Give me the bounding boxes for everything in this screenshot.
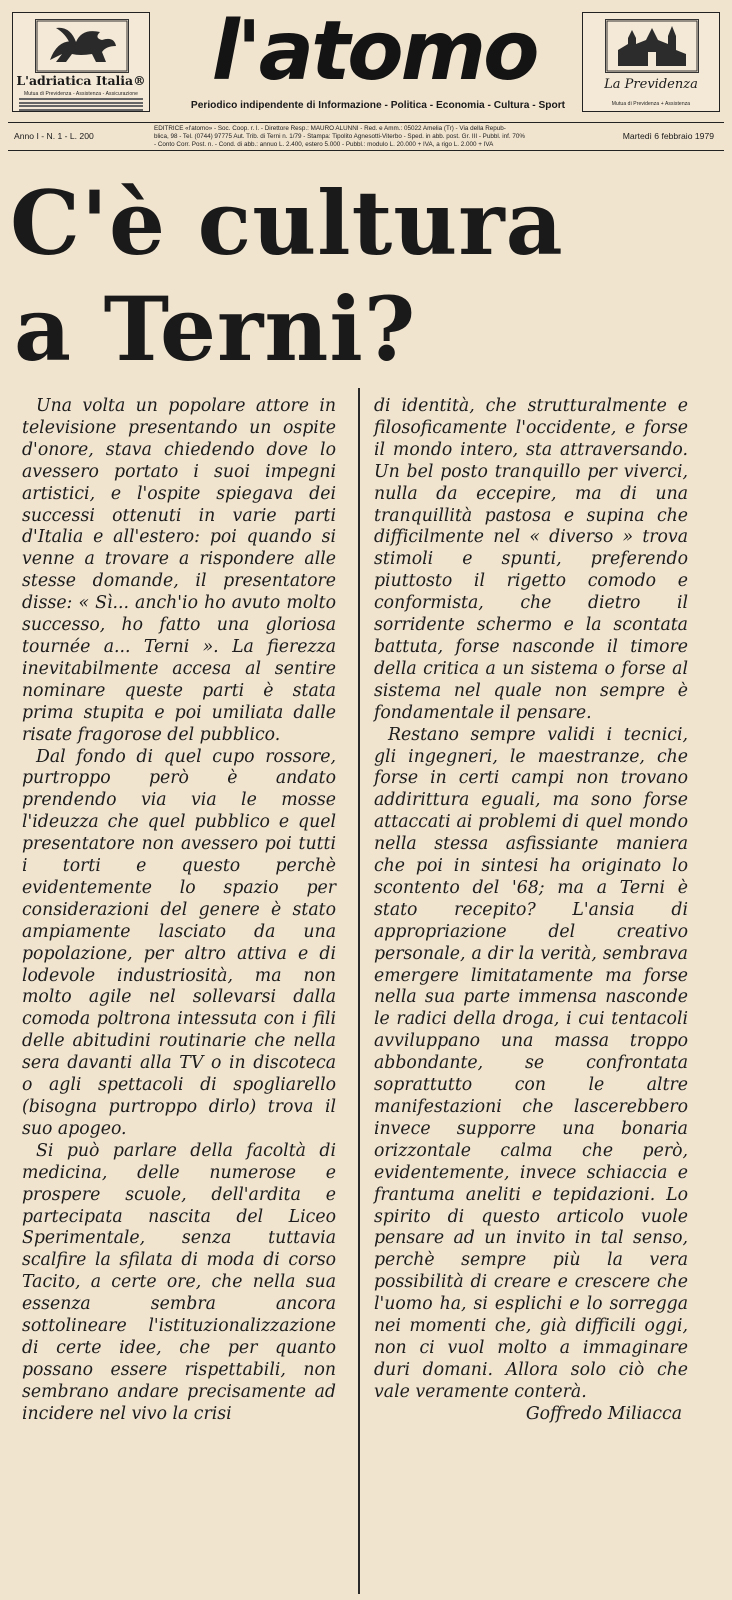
sponsor-left-fine-print <box>19 97 143 112</box>
article-paragraph: Si può parlare della facoltà di medicina, delle numerose e prospere scuole, dell'ardita e partecipata nascita del Liceo Sperimentale, senza tuttavia scalfire la sfilata di moda di corso Tacito, a certe ore, che nella sua essenza sembra ancora sottolineare l'istituzionalizzazione di certe idee, che per quanto possano essere rispettabili, non sembrano andare precisamente ad incidere nel vivo la crisi <box>22 1140 336 1424</box>
article-column-right <box>374 396 688 1426</box>
publisher-details-line-3: - Conto Corr. Post. n. - Cond. di abb.: annuo L. 2.400, estero 5.000 - Pubbl.: modulo L. 20.000 + IVA, a rigo L. 2.000 + IVA <box>154 141 494 148</box>
sponsor-right-sub: Mutua di Previdenza + Assistenza <box>611 101 691 107</box>
sponsor-right-name: La Previdenza <box>604 77 698 92</box>
headline-line-1: C'è cultura <box>10 171 564 275</box>
publisher-details-line-1: EDITRICE «l'atomo» - Soc. Coop. r. l. - Direttore Resp.: MAURO ALUNNI - Red. e Amm.: 05022 Amelia (Tr) - Via della Repub- <box>154 125 506 132</box>
sponsor-left-sub: Mutua di Previdenza - Assistenza - Assicurazione <box>23 91 139 97</box>
article-paragraph: Dal fondo di quel cupo rossore, purtroppo però è andato prendendo via via le mosse l'ideuzza che quel pubblico e quel presentatore non avessero poi tutti i torti e questo perchè evidentemente lo spazio per considerazioni del genere è stato ampiamente lasciato da una popolazione, per altro attiva e di lodevole industriosità, ma non molto agile nel sollevarsi dalla comoda poltrona intessuta con i fili delle abitudini routinarie che nella sera davanti alla TV o in discoteca o agli spettacoli di spogliarello (bisogna purtroppo dirlo) trova il suo apogeo. <box>22 746 336 1139</box>
cathedral-icon <box>605 19 699 73</box>
publisher-details-line-2: blica, 98 - Tel. (0744) 97775 Aut. Trib. di Terni n. 1/79 - Stampa: Tipolito Agnesotti-Viterbo - Sped. in abb. post. Gr. III - Pubbl. inf. 70% <box>154 133 526 140</box>
issue-date: Martedì 6 febbraio 1979 <box>622 131 714 141</box>
sponsor-ad-right <box>582 12 720 112</box>
article-paragraph: Restano sempre validi i tecnici, gli ingegneri, le maestranze, che forse in certi campi non trovano addirittura eguali, ma sono forse attaccati ai problemi di quel mondo nella stessa asfissiante maniera che poi in sintesi ha originato lo scontento del '68; ma a Terni è stato recepito? L'ansia di appropriazione del creativo personale, a dir la verità, sembrava emergere limitatamente ma forse nella sua parte immensa nasconde le radici della droga, i cui tentacoli avviluppano una massa troppo abbondante, se confrontata soprattutto con le altre manifestazioni che lascerebbero invece supporre una bonaria orizzontale calma che però, evidentemente, invece schiaccia e frantuma aneliti e tepidazioni. Lo spirito di questo articolo vuole pensare ad un invito in tal senso, perchè sempre più la vera possibilità di creare e crescere che l'uomo ha, si esplichi e lo sorregga nei momenti che, già difficili oggi, non ci vuol molto a immaginare duri domani. Allora solo ciò che vale veramente conterà. <box>374 724 688 1402</box>
winged-lion-icon <box>35 19 129 73</box>
masthead <box>8 4 724 118</box>
article-author: Goffredo Miliacca <box>525 1403 682 1424</box>
column-divider <box>358 388 360 1594</box>
article-paragraph: di identità, che strutturalmente e filosoficamente l'occidente, e forse il mondo intero, sta attraversando. Un bel posto tranquillo per viverci, nulla da eccepire, ma di una tranquillità pastosa e supina che difficilmente nel « diverso » trova stimoli e spunti, preferendo piuttosto il rigetto comodo e conformista, che dietro il sorridente schermo e la scontata battuta, forse nasconde il timore della critica a un sistema o forse al sistema nel quale non sempre è fondamentale il pensare. <box>374 396 688 723</box>
article-column-left <box>22 396 336 1426</box>
publisher-details <box>154 125 584 149</box>
article-headline <box>10 170 722 382</box>
newspaper-title: l'atomo <box>211 4 537 99</box>
publication-info-bar <box>8 122 724 152</box>
info-rule-top <box>8 122 724 123</box>
info-rule-bottom <box>8 150 724 151</box>
sponsor-left-name: L'adriatica Italia® <box>16 73 146 88</box>
newspaper-subtitle: Periodico indipendente di Informazione - Politica - Economia - Cultura - Sport <box>190 100 566 111</box>
headline-line-2: a Terni? <box>14 277 417 381</box>
issue-number: Anno I - N. 1 - L. 200 <box>14 131 94 141</box>
article-paragraph: Una volta un popolare attore in televisione presentando un ospite d'onore, stava chiedendo dove lo avessero portato i suoi impegni artistici, e l'ospite spiegava dei successi ottenuti in varie parti d'Italia e all'estero: poi quando si venne a trovare a rispondere alle stesse domande, il presentatore disse: « Sì... anch'io ho avuto molto successo, ho fatto una gloriosa tournée a... Terni ». La fierezza inevitabilmente accesa al sentire nominare queste parti è stata prima stupita e poi umiliata dalle risate fragorose del pubblico. <box>22 396 336 745</box>
sponsor-ad-left <box>12 12 150 112</box>
